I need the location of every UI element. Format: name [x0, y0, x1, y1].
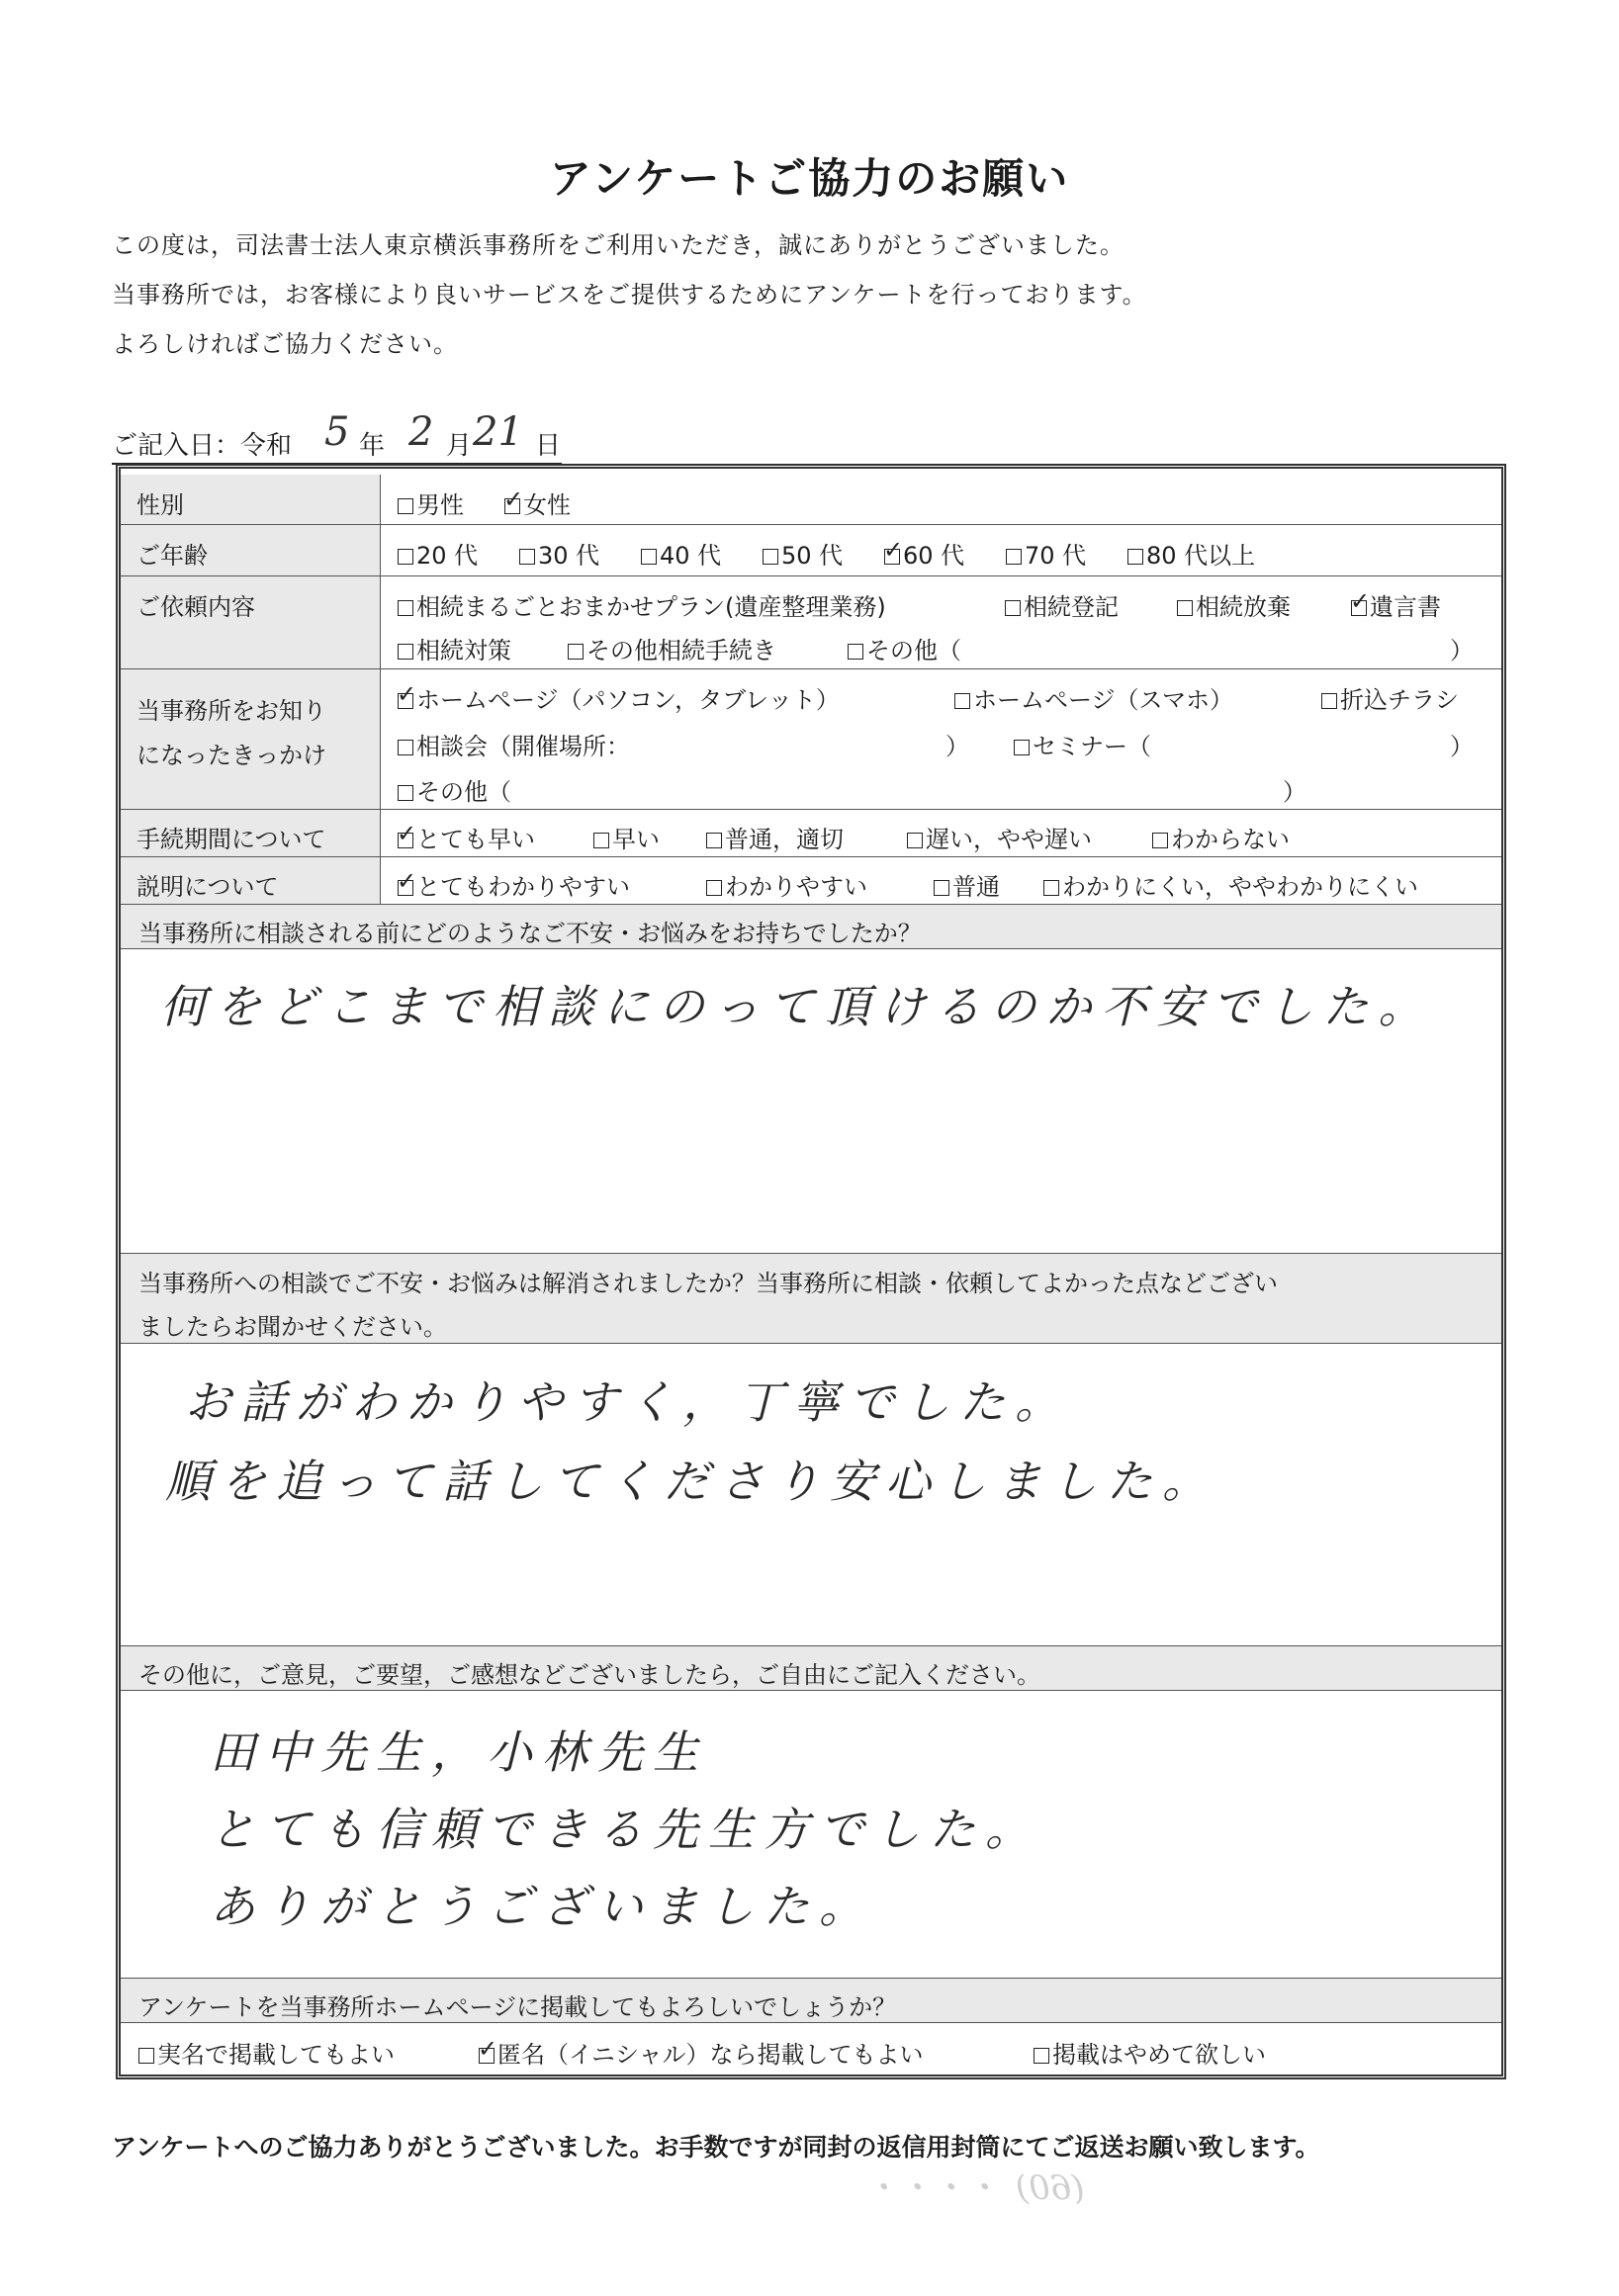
publish-question: アンケートを当事務所ホームページに掲載してもよろしいでしょうか？	[138, 1993, 897, 2021]
option-publish-real-name[interactable]: 実名で掲載してもよい	[138, 2035, 395, 2070]
date-month-value[interactable]: 2	[408, 409, 434, 455]
option-age-40[interactable]: 40 代	[641, 536, 721, 571]
option-source-homepage-phone[interactable]: ホームページ（スマホ）	[954, 680, 1233, 715]
period-row	[121, 809, 1501, 856]
checkbox-age-60[interactable]	[884, 549, 900, 565]
source-row	[121, 668, 1501, 809]
entry-date	[112, 409, 567, 469]
checkbox-age-70[interactable]	[1006, 549, 1022, 565]
date-day-value[interactable]: 21	[473, 409, 523, 455]
q1-question-header	[121, 904, 1501, 949]
request-other-close: ）	[1450, 637, 1474, 664]
date-month-unit: 月	[446, 431, 473, 461]
intro-line-1: この度は，司法書士法人東京横浜事務所をご利用いただき，誠にありがとうございました。	[112, 231, 1125, 259]
q3-answer-line-2[interactable]: とても信頼できる先生方でした。	[210, 1803, 1040, 1856]
checkbox-age-20[interactable]	[398, 549, 413, 565]
gender-label: 性別	[136, 491, 184, 519]
option-source-other[interactable]: その他（	[398, 772, 511, 807]
option-age-20[interactable]: 20 代	[398, 536, 478, 571]
option-request-other-procedures[interactable]: その他相続手続き	[568, 631, 776, 665]
date-year-unit: 年	[359, 431, 386, 461]
q3-question-header	[121, 1645, 1501, 1691]
option-age-50[interactable]: 50 代	[763, 536, 843, 571]
option-period-slow[interactable]: 遅い，やや遅い	[907, 820, 1092, 854]
option-age-60[interactable]: ✓ 60 代	[884, 536, 964, 571]
checkbox-age-50[interactable]	[763, 549, 778, 565]
option-request-registration[interactable]: 相続登記	[1005, 587, 1119, 622]
checkbox-source-seminar-venue[interactable]	[398, 740, 413, 755]
checkbox-source-seminar[interactable]	[1014, 740, 1030, 755]
date-year-value[interactable]: 5	[324, 409, 350, 455]
option-source-seminar[interactable]: セミナー（	[1014, 727, 1151, 761]
publish-question-header	[121, 1978, 1501, 2023]
option-request-will[interactable]: ✓ 遺言書	[1351, 587, 1441, 622]
checkbox-request-other-procedures[interactable]	[568, 644, 584, 660]
request-label-cell	[121, 576, 381, 668]
period-label: 手続期間について	[136, 826, 326, 853]
checkbox-explanation-unclear[interactable]	[1043, 880, 1059, 896]
checkbox-source-homepage-phone[interactable]	[954, 693, 970, 709]
checkbox-male[interactable]	[398, 498, 413, 514]
date-label: ご記入日：令和	[112, 431, 293, 461]
q2-question-line-2: ましたらお聞かせください。	[138, 1313, 447, 1341]
source-seminar-close: ）	[1450, 733, 1474, 760]
request-row	[121, 575, 1501, 668]
option-request-renunciation[interactable]: 相続放棄	[1177, 587, 1291, 622]
option-request-planning[interactable]: 相続対策	[398, 631, 511, 665]
option-period-unknown[interactable]: わからない	[1152, 820, 1290, 854]
checkbox-source-other[interactable]	[398, 785, 413, 801]
checkbox-period-very-fast[interactable]	[398, 833, 413, 848]
option-female[interactable]: ✓ 女性	[504, 486, 571, 520]
source-label-cell	[121, 669, 381, 809]
option-period-very-fast[interactable]: ✓ とても早い	[398, 820, 535, 854]
q1-question: 当事務所に相談される前にどのようなご不安・お悩みをお持ちでしたか？	[138, 920, 922, 947]
checkbox-publish-real-name[interactable]	[138, 2048, 154, 2064]
option-explanation-very-clear[interactable]: ✓ とてもわかりやすい	[398, 867, 630, 902]
q3-answer-line-1[interactable]: 田中先生，小林先生	[210, 1725, 708, 1779]
period-label-cell	[121, 810, 381, 856]
checkbox-period-unknown[interactable]	[1152, 833, 1168, 848]
source-label-line-1: 当事務所をお知り	[136, 697, 326, 725]
option-age-80[interactable]: 80 代以上	[1127, 536, 1255, 571]
option-explanation-clear[interactable]: わかりやすい	[706, 867, 867, 902]
page-title: アンケートご協力のお願い	[549, 154, 1070, 203]
option-explanation-unclear[interactable]: わかりにくい，ややわかりにくい	[1043, 867, 1418, 902]
request-label: ご依頼内容	[136, 593, 255, 621]
explanation-label: 説明について	[136, 873, 279, 901]
checkbox-request-planning[interactable]	[398, 644, 413, 660]
q2-question-line-1: 当事務所への相談でご不安・お悩みは解消されましたか？当事務所に相談・依頼してよかった点などござい	[138, 1270, 1278, 1297]
intro-line-3: よろしければご協力ください。	[112, 330, 458, 358]
checkbox-request-full-plan[interactable]	[398, 600, 413, 616]
option-age-70[interactable]: 70 代	[1006, 536, 1086, 571]
option-period-normal[interactable]: 普通，適切	[706, 820, 844, 854]
checkbox-age-30[interactable]	[519, 549, 535, 565]
bleed-through-mark: (60) ・・・・	[870, 2168, 1085, 2208]
date-day-unit: 日	[535, 431, 562, 461]
age-label: ご年齢	[136, 542, 208, 570]
checkbox-request-other[interactable]	[848, 644, 863, 660]
checkbox-explanation-normal[interactable]	[934, 880, 949, 896]
checkbox-female[interactable]	[504, 498, 520, 514]
checkbox-request-registration[interactable]	[1005, 600, 1021, 616]
checkbox-publish-none[interactable]	[1034, 2048, 1049, 2064]
explanation-label-cell	[121, 857, 381, 904]
gender-label-cell	[121, 475, 381, 524]
checkbox-request-will[interactable]	[1351, 600, 1367, 616]
checkbox-period-slow[interactable]	[907, 833, 923, 848]
option-explanation-normal[interactable]: 普通	[934, 867, 1000, 902]
option-period-fast[interactable]: 早い	[593, 820, 660, 854]
checkbox-age-80[interactable]	[1127, 549, 1143, 565]
checkbox-explanation-very-clear[interactable]	[398, 880, 413, 896]
option-source-seminar-venue[interactable]: 相談会（開催場所：	[398, 727, 630, 761]
explanation-row	[121, 856, 1501, 904]
checkbox-publish-anonymous[interactable]	[479, 2048, 495, 2064]
option-male[interactable]: 男性	[398, 486, 464, 520]
checkbox-period-fast[interactable]	[593, 833, 609, 848]
source-label-line-2: になったきっかけ	[136, 742, 326, 769]
survey-form	[116, 464, 1506, 2079]
option-source-homepage-pc[interactable]: ✓ホームページ（パソコン，タブレット）	[398, 680, 840, 715]
gender-row	[121, 475, 1501, 524]
intro-line-2: 当事務所では，お客様により良いサービスをご提供するためにアンケートを行っております。	[112, 281, 1147, 309]
footer-thanks: アンケートへのご協力ありがとうございました。お手数ですが同封の返信用封筒にてご返送お願い致します。	[112, 2133, 1320, 2162]
q1-answer-line-1[interactable]: 何をどこまで相談にのって頂けるのか不安でした。	[160, 980, 1434, 1033]
q3-answer-line-3[interactable]: ありがとうございました。	[210, 1880, 874, 1933]
q2-question-header	[121, 1253, 1501, 1344]
option-age-30[interactable]: 30 代	[519, 536, 599, 571]
q2-answer-line-1[interactable]: お話がわかりやすく，丁寧でした。	[185, 1375, 1071, 1429]
q3-question: その他に，ご意見，ご要望，ご感想などございましたら，ご自由にご記入ください。	[138, 1661, 1040, 1689]
option-publish-anonymous[interactable]: ✓ 匿名（イニシャル）なら掲載してもよい	[479, 2035, 924, 2070]
checkbox-request-renunciation[interactable]	[1177, 600, 1193, 616]
source-venue-close: ）	[945, 733, 969, 760]
option-source-flyer[interactable]: 折込チラシ	[1321, 680, 1459, 715]
option-publish-none[interactable]: 掲載はやめて欲しい	[1034, 2035, 1266, 2070]
checkbox-period-normal[interactable]	[706, 833, 722, 848]
age-label-cell	[121, 525, 381, 575]
checkbox-age-40[interactable]	[641, 549, 657, 565]
age-row	[121, 524, 1501, 575]
checkbox-source-homepage-pc[interactable]	[398, 693, 413, 709]
checkbox-source-flyer[interactable]	[1321, 693, 1337, 709]
option-request-other[interactable]: その他（	[848, 631, 961, 665]
q2-answer-line-2[interactable]: 順を追って話してくださり安心しました。	[165, 1455, 1217, 1508]
option-request-full-plan[interactable]: 相続まるごとおまかせプラン(遺産整理業務)	[398, 587, 886, 622]
source-other-close: ）	[1283, 778, 1306, 806]
checkbox-explanation-clear[interactable]	[706, 880, 722, 896]
